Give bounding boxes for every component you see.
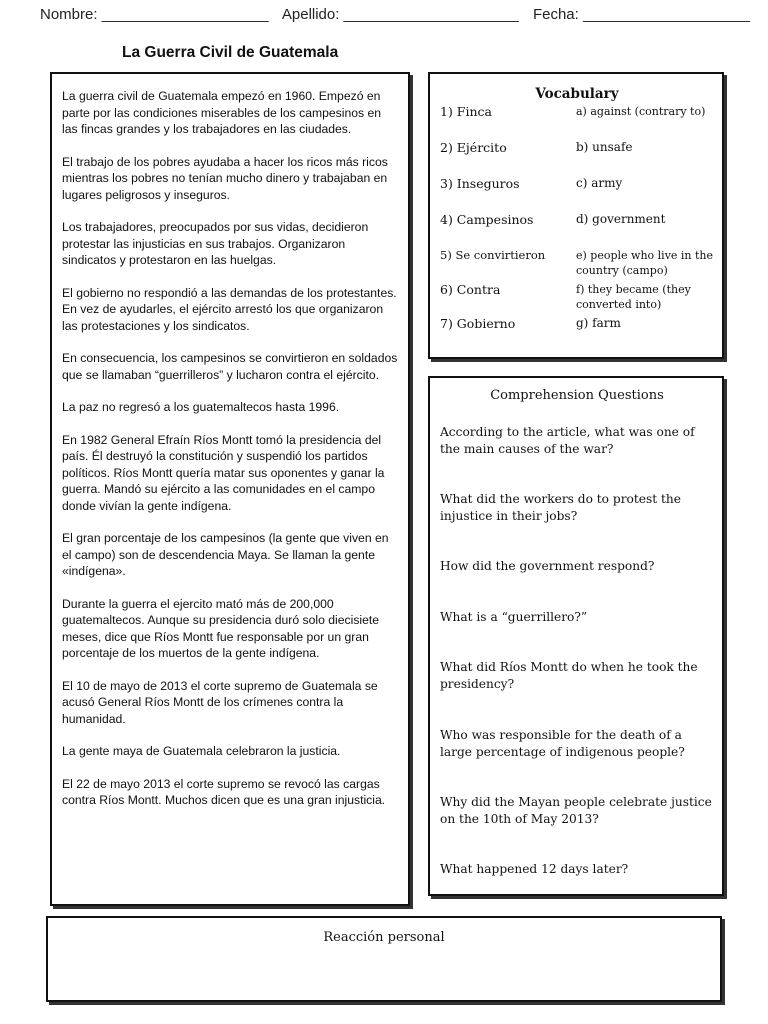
question-item: According to the article, what was one of the main causes of the war?: [440, 425, 695, 456]
vocab-definition: a) against (contrary to): [576, 105, 706, 118]
article-box: [50, 72, 410, 906]
vocabulary-title: Vocabulary: [535, 86, 619, 102]
vocab-term: 7) Gobierno: [440, 316, 516, 331]
reaction-title: Reacción personal: [323, 930, 445, 945]
vocab-row: [440, 104, 714, 140]
vocab-term: 2) Ejército: [440, 140, 507, 155]
vocab-row: [440, 212, 714, 248]
question-item: What is a “guerrillero?”: [440, 610, 588, 624]
fecha-field[interactable]: Fecha: ____________________: [532, 6, 750, 23]
vocab-row: [440, 248, 714, 282]
questions-title: Comprehension Questions: [490, 388, 664, 403]
article-paragraph: En 1982 General Efraín Ríos Montt tomó la presidencia del país. Él destruyó la constitución y suspendió los partidos políticos. Ríos Montt quería matar sus oponentes y ganar la guerra. Mandó su ejército a las comunidades en el campo donde vivían la gente indígena.: [62, 432, 385, 513]
vocab-row: [440, 140, 714, 176]
vocab-row: [440, 316, 714, 346]
vocab-definition: c) army: [576, 176, 623, 190]
question-item: What did the workers do to protest the injustice in their jobs?: [440, 492, 681, 523]
vocabulary-box: [428, 72, 724, 359]
article-paragraph: El gobierno no respondió a las demandas de los protestantes. En vez de ayudarles, el ejército arrestó los que organizaron las protestaciones y los sindicatos.: [62, 285, 397, 333]
vocab-definition: e) people who live in the country (campo): [576, 249, 714, 277]
vocab-definition: d) government: [576, 212, 666, 226]
article-paragraph: La guerra civil de Guatemala empezó en 1960. Empezó en parte por las condiciones miserables de los campesinos en las fincas grandes y los trabajadores en las ciudades.: [62, 89, 382, 136]
page-title: La Guerra Civil de Guatemala: [122, 44, 339, 61]
vocab-definition: b) unsafe: [576, 140, 633, 154]
article-paragraph: La paz no regresó a los guatemaltecos hasta 1996.: [62, 400, 340, 414]
reaction-box[interactable]: [46, 916, 722, 1002]
question-item: Who was responsible for the death of a large percentage of indigenous people?: [440, 728, 685, 759]
apellido-field[interactable]: Apellido: _____________________: [281, 6, 519, 23]
header-line: [40, 6, 760, 23]
article-paragraph: La gente maya de Guatemala celebraron la justicia.: [62, 744, 341, 758]
vocab-row: [440, 282, 714, 316]
vocab-row: [440, 176, 714, 212]
article-paragraph: Durante la guerra el ejercito mató más de 200,000 guatemaltecos. Aunque su presidencia duró solo diecisiete meses, dice que Ríos Montt fue responsable por un gran porcentaje de los muertos de la gente indígena.: [62, 596, 380, 660]
vocab-definition: g) farm: [576, 316, 621, 330]
article-paragraph: El 10 de mayo de 2013 el corte supremo de Guatemala se acusó General Ríos Montt de los crímenes contra la humanidad.: [62, 678, 378, 726]
article-paragraph: El 22 de mayo 2013 el corte supremo se revocó las cargas contra Ríos Montt. Muchos dicen que es una gran injusticia.: [62, 776, 386, 807]
vocab-definition: f) they became (they converted into): [576, 283, 691, 311]
questions-box: [428, 376, 724, 896]
article-paragraph: Los trabajadores, preocupados por sus vidas, decidieron protestar las injusticias en sus trabajos. Organizaron sindicatos y protestaron en las huelgas.: [62, 220, 369, 267]
question-item: How did the government respond?: [440, 559, 655, 573]
question-item: Why did the Mayan people celebrate justice on the 10th of May 2013?: [440, 795, 712, 826]
question-item: What did Ríos Montt do when he took the presidency?: [440, 660, 698, 691]
nombre-field[interactable]: Nombre: ____________________: [40, 6, 269, 23]
article-paragraph: En consecuencia, los campesinos se convirtieron en soldados que se llamaban “guerrilleros” y lucharon contra el ejército.: [62, 351, 398, 382]
vocab-term: 5) Se convirtieron: [440, 248, 546, 262]
article-paragraph: El trabajo de los pobres ayudaba a hacer los ricos más ricos mientras los pobres no tenían mucho dinero y trabajaban en lugares peligrosos y inseguros.: [62, 154, 388, 202]
question-item: What happened 12 days later?: [440, 862, 629, 876]
vocab-term: 1) Finca: [440, 104, 492, 119]
vocab-term: 6) Contra: [440, 282, 501, 297]
article-paragraph: El gran porcentaje de los campesinos (la gente que viven en el campo) son de descendencia Maya. Se llaman la gente «indígena».: [62, 531, 389, 578]
vocab-term: 4) Campesinos: [440, 212, 534, 227]
vocab-term: 3) Inseguros: [440, 176, 520, 191]
